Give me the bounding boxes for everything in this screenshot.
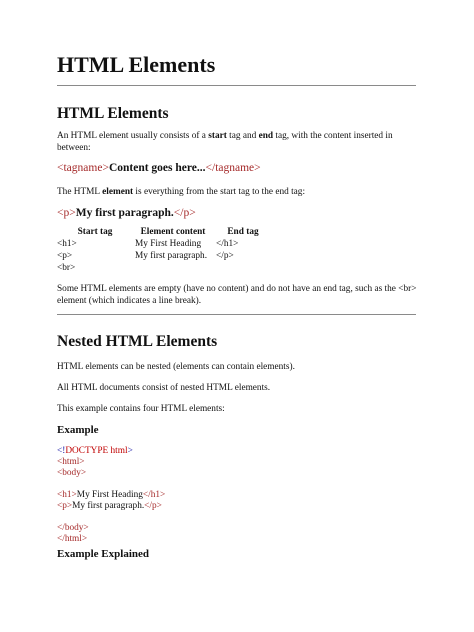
syntax-example bbox=[57, 162, 261, 174]
code-line bbox=[57, 534, 165, 545]
example-content: My first paragraph. bbox=[75, 207, 174, 219]
code-token: <h1> bbox=[57, 490, 77, 500]
table-cell: </p> bbox=[216, 251, 234, 261]
definition-bold: element bbox=[102, 187, 134, 197]
code-line bbox=[57, 501, 165, 512]
table-cell: <h1> bbox=[57, 239, 77, 249]
code-line bbox=[57, 446, 165, 457]
code-token: <p> bbox=[57, 501, 73, 511]
nested-paragraph-3: This example contains four HTML elements: bbox=[57, 404, 225, 414]
nested-paragraph-1: HTML elements can be nested (elements can contain elements). bbox=[57, 362, 295, 372]
code-token: > bbox=[127, 446, 133, 456]
intro-text-3: tag, with the content inserted in between: bbox=[57, 131, 393, 153]
example-heading: Example bbox=[57, 424, 99, 436]
code-token: </h1> bbox=[142, 490, 166, 500]
table-row bbox=[57, 238, 273, 250]
header-start-tag: Start tag bbox=[77, 227, 113, 237]
definition-text-2: is everything from the start tag to the end tag: bbox=[133, 187, 306, 197]
section-heading-elements: HTML Elements bbox=[57, 105, 169, 122]
code-example bbox=[57, 446, 165, 545]
table-cell: My first paragraph. bbox=[135, 251, 208, 261]
code-token: <html> bbox=[57, 457, 85, 467]
code-token: DOCTYPE html bbox=[65, 446, 128, 456]
table-row bbox=[57, 250, 273, 262]
table-cell: </h1> bbox=[216, 239, 239, 249]
example-explained-heading: Example Explained bbox=[57, 548, 149, 560]
code-token: </p> bbox=[144, 501, 162, 511]
code-token: My First Heading bbox=[76, 490, 143, 500]
empty-elements-paragraph: Some HTML elements are empty (have no content) and do not have an end tag, such as the <br> element (which indicates a line break). bbox=[57, 284, 417, 306]
table-cell: <br> bbox=[57, 263, 76, 273]
section-heading-nested: Nested HTML Elements bbox=[57, 333, 218, 350]
intro-text-2: tag and bbox=[226, 131, 259, 141]
element-definition-paragraph bbox=[57, 186, 417, 198]
syntax-content: Content goes here... bbox=[108, 162, 206, 174]
code-line bbox=[57, 468, 165, 479]
code-blank-line bbox=[57, 512, 165, 523]
syntax-open-tag: <tagname> bbox=[57, 162, 109, 174]
code-token: <! bbox=[57, 446, 66, 456]
header-end-tag: End tag bbox=[227, 227, 259, 237]
intro-end-bold: end bbox=[258, 131, 274, 141]
code-line bbox=[57, 490, 165, 501]
divider bbox=[57, 85, 416, 86]
code-token: <body> bbox=[57, 468, 87, 478]
definition-text-1: The HTML bbox=[57, 187, 103, 197]
syntax-close-tag: </tagname> bbox=[205, 162, 261, 174]
nested-paragraph-2: All HTML documents consist of nested HTML elements. bbox=[57, 383, 271, 393]
intro-paragraph bbox=[57, 130, 417, 154]
code-line bbox=[57, 457, 165, 468]
table-row bbox=[57, 262, 273, 274]
paragraph-example bbox=[57, 207, 196, 219]
intro-start-bold: start bbox=[208, 131, 227, 141]
tags-table bbox=[57, 226, 273, 274]
table-cell: <p> bbox=[57, 251, 73, 261]
table-cell: My First Heading bbox=[135, 239, 202, 249]
example-close-tag: </p> bbox=[173, 207, 196, 219]
code-token: My first paragraph. bbox=[72, 501, 145, 511]
code-line bbox=[57, 523, 165, 534]
code-blank-line bbox=[57, 479, 165, 490]
table-cell bbox=[213, 262, 273, 274]
table-cell bbox=[133, 262, 213, 274]
header-element-content: Element content bbox=[140, 227, 206, 237]
table-header-row bbox=[57, 226, 273, 238]
divider bbox=[57, 314, 416, 315]
example-open-tag: <p> bbox=[57, 207, 76, 219]
code-token: </html> bbox=[57, 534, 88, 544]
code-token: </body> bbox=[57, 523, 89, 533]
page-title: HTML Elements bbox=[57, 52, 216, 77]
intro-text-1: An HTML element usually consists of a bbox=[57, 131, 209, 141]
